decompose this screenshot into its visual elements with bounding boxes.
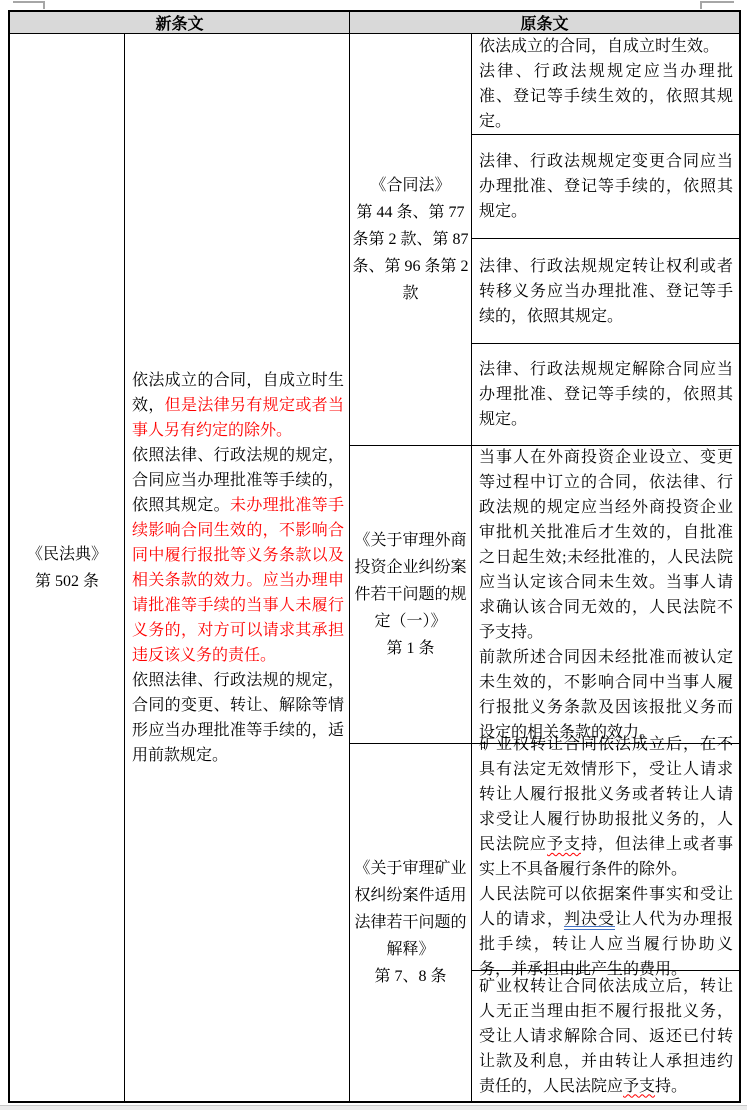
- row-group-contract-law: [350, 34, 739, 446]
- paragraph-text: 矿业权转让合同依法成立后，转让人无正当理由拒不履行报批义务，受让人请求解除合同、返还已付转让款及利息，并由转让人承担违约责任的，人民法院应: [479, 977, 733, 1095]
- source-line: 《合同法》: [370, 177, 451, 194]
- paragraph-text: 当事人在外商投资企业设立、变更等过程中订立的合同，依法律、行政法规的规定应当经外商投资企业审批机关批准后才生效的，自批准之日起生效;未经批准的，人民法院应当认定该合同未生效。当事人请求确认该合同无效的，人民法院不予支持。: [479, 448, 733, 641]
- comparison-table: [8, 10, 741, 1103]
- original-cell-foreign-investment[interactable]: [472, 446, 739, 743]
- original-cell-article-87[interactable]: [472, 239, 739, 344]
- source-line: 条第 2 款、第 87: [352, 231, 469, 248]
- header-cell-original-provision[interactable]: [350, 12, 739, 33]
- source-label-mining-rights[interactable]: [350, 744, 472, 1101]
- source-line: 第 7、8 条: [374, 968, 447, 985]
- source-label-contract-law[interactable]: [350, 34, 472, 445]
- spellcheck-underline-text: 予支: [547, 836, 581, 853]
- header-label-new: 新条文: [155, 16, 204, 33]
- paragraph-text: 依法成立的合同，自成立时生效，: [132, 371, 344, 414]
- source-line: 第 1 条: [386, 640, 435, 657]
- source-line: 定（一）》: [374, 613, 447, 630]
- text-boundary-mark-top-right-h: [700, 1, 734, 3]
- source-line: 法律若干问题的: [354, 914, 467, 931]
- original-provision-column: [350, 34, 739, 1101]
- mining-rights-cells: [472, 736, 739, 1101]
- original-cell-article-77[interactable]: [472, 135, 739, 239]
- original-cell-article-96[interactable]: [472, 344, 739, 445]
- paragraph-text: [479, 882, 733, 982]
- spellcheck-underline-text: 予支: [623, 1077, 656, 1095]
- paragraph-text: 依照法律、行政法规的规定，合同应当办理批准等手续的，依照其规定。: [132, 446, 344, 514]
- paragraph-text: 矿业权转让合同依法成立后，在不具有法定无效情形下，受让人请求转让人履行报批义务或者转让人请求受让人履行协助报批义务的，人民法院应: [479, 736, 733, 853]
- source-line: 权纠纷案件适用: [354, 887, 467, 904]
- contract-law-cells: [472, 34, 739, 445]
- table-header-row: [10, 12, 739, 34]
- source-line: 《关于审理矿业: [354, 860, 467, 877]
- row-group-mining-rights: [350, 736, 739, 1101]
- table-body: [10, 34, 739, 1101]
- paragraph-text: 法律、行政法规规定转让权利或者转移义务应当办理批准、登记等手续的，依照其规定。: [479, 257, 733, 325]
- paragraph-text: 让人代为办理报批手续，转让人应当履行协助义务，并承担由此产生的费用。: [479, 911, 733, 978]
- civil-code-article-number: 第 502 条: [34, 572, 99, 590]
- source-label-foreign-investment[interactable]: [350, 446, 472, 743]
- civil-code-article-cell[interactable]: [10, 34, 125, 1101]
- original-cell-mining-article-8[interactable]: [472, 971, 739, 1101]
- new-provision-text-cell[interactable]: [125, 34, 350, 1101]
- paragraph-text: [479, 732, 733, 882]
- paragraph-text: 持。: [655, 1077, 688, 1095]
- paragraph-text: 法律、行政法规规定应当办理批准、登记等手续生效的，依照其规定。: [479, 63, 733, 130]
- grammar-underline-text: 判决受: [563, 911, 615, 928]
- text-boundary-mark-top-right-v: [700, 1, 702, 9]
- original-cell-article-44[interactable]: [472, 34, 739, 135]
- source-line: 款: [402, 285, 419, 302]
- paragraph-text: 依法成立的合同，自成立时生效。: [479, 38, 720, 55]
- paragraph-text: 持，但法律上或者事实上不具备履行条件的除外。: [479, 836, 733, 878]
- source-line: 投资企业纠纷案: [354, 559, 467, 576]
- paragraph-text: 前款所述合同因未经批准而被认定未生效的，不影响合同中当事人履行报批义务条款及因该报批义务而设定的相关条款的效力。: [479, 648, 733, 741]
- header-label-original: 原条文: [520, 16, 569, 33]
- new-provision-paragraph-1: [132, 368, 344, 443]
- new-provision-paragraph-2: [132, 443, 344, 668]
- paragraph-text: 依照法律、行政法规的规定，合同的变更、转让、解除等情形应当办理批准等手续的，适用前款规定。: [132, 671, 344, 764]
- highlighted-change-text: 但是法律另有规定或者当事人另有约定的除外。: [132, 396, 344, 439]
- paragraph-text: [479, 974, 733, 1099]
- page-gap-strip: [0, 1105, 747, 1110]
- source-line: 《关于审理外商: [354, 532, 467, 549]
- source-line: 条、第 96 条第 2: [352, 258, 469, 275]
- source-line: 件若干问题的规: [354, 586, 467, 603]
- source-line: 第 44 条、第 77: [356, 204, 465, 221]
- paragraph-text: 法律、行政法规规定变更合同应当办理批准、登记等手续的，依照其规定。: [479, 153, 733, 220]
- row-group-foreign-investment: [350, 446, 739, 744]
- paragraph-text: 人民法院可以依据案件事实和受让人的请求，: [479, 886, 733, 928]
- paragraph-text: 法律、行政法规规定解除合同应当办理批准、登记等手续的，依照其规定。: [479, 361, 733, 428]
- text-boundary-mark-top-left-h: [13, 1, 45, 3]
- foreign-investment-cells: [472, 446, 739, 743]
- civil-code-title: 《民法典》: [26, 545, 107, 563]
- source-line: 解释》: [386, 941, 435, 958]
- highlighted-change-text: 未办理批准等手续影响合同生效的，不影响合同中履行报批等义务条款以及相关条款的效力。应当办理申请批准等手续的当事人未履行义务的，对方可以请求其承担违反该义务的责任。: [132, 496, 344, 664]
- header-cell-new-provision[interactable]: [10, 12, 350, 33]
- text-boundary-mark-top-left-v: [43, 1, 45, 9]
- new-provision-paragraph-3: [132, 668, 344, 768]
- original-cell-mining-article-7[interactable]: [472, 736, 739, 978]
